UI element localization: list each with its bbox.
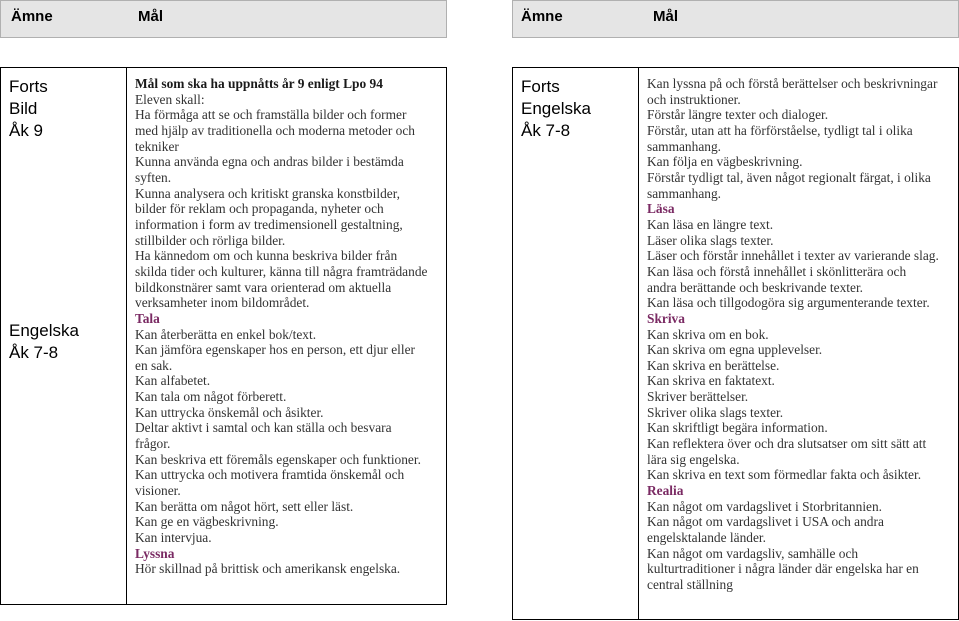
right-subject-cell: [512, 67, 639, 620]
goal-line: Ha förmåga att se och framställa bilder och former: [135, 107, 407, 123]
goal-line: Ha kännedom om och kunna beskriva bilder från: [135, 248, 398, 264]
goal-line: andra berättande och beskrivande texter.: [647, 279, 864, 295]
goal-line: Kan lyssna på och förstå berättelser och beskrivningar: [647, 76, 938, 91]
goal-line: skilda tider och kulturer, känna till några framträdande: [135, 263, 428, 279]
goal-line: och instruktioner.: [647, 91, 741, 107]
header-bar-left: [0, 0, 447, 38]
goal-line: Kan berätta om något hört, sett eller läst.: [135, 498, 354, 514]
goal-line: kulturtraditioner i några länder där engelska har en: [647, 561, 919, 577]
goal-line: verksamheter inom bildområdet.: [135, 295, 310, 311]
goal-line: tekniker: [135, 138, 179, 154]
section-heading-realia: Realia: [647, 483, 684, 499]
goal-line: Skriver olika slags texter.: [647, 404, 784, 420]
subject-line: Engelska: [9, 321, 79, 340]
goal-line: Deltar aktivt i samtal och kan ställa och besvara: [135, 420, 392, 436]
goal-line: Kan skriva om en bok.: [647, 326, 769, 342]
goal-line: engelsktalande länder.: [647, 530, 766, 546]
header-subject-label: Ämne: [521, 8, 563, 25]
goal-line: Läser och förstår innehållet i texter av varierande slag.: [647, 248, 939, 264]
subject-line: Åk 9: [9, 121, 44, 140]
section-heading-lyssna: Lyssna: [135, 545, 175, 561]
goal-line: Kunna analysera och kritiskt granska konstbilder,: [135, 185, 400, 201]
subject-line: Forts: [521, 77, 560, 96]
goal-line: bildkonstnärer samt vara orienterad om aktuella: [135, 279, 392, 295]
goal-line: Kan uttrycka önskemål och åsikter.: [135, 404, 324, 420]
goal-line: Kan läsa och tillgodogöra sig argumenterande texter.: [647, 295, 930, 311]
subject-line: Åk 7-8: [521, 121, 571, 140]
goal-line: Kan något om vardagslivet i Storbritannien.: [647, 498, 883, 514]
goal-line: sammanhang.: [647, 138, 722, 154]
goal-line: stillbilder och rörliga bilder.: [135, 232, 286, 248]
left-goals-list: [135, 76, 427, 577]
header-bar-right: [512, 0, 959, 38]
subject-engelska-ak78: [9, 320, 79, 364]
goal-line: Kan följa en vägbeskrivning.: [647, 154, 803, 170]
header-goal-label: Mål: [653, 8, 679, 25]
goal-line: Kan ge en vägbeskrivning.: [135, 514, 279, 530]
subject-line: Engelska: [521, 99, 591, 118]
goal-line: Förstår tydligt tal, även något regionalt färgat, i olika: [647, 169, 931, 185]
goal-line: information i form av tredimensionell gestaltning,: [135, 216, 403, 232]
goal-line: frågor.: [135, 436, 171, 452]
goal-line: lära sig engelska.: [647, 451, 740, 467]
right-goals-list: [647, 76, 939, 593]
header-goal-label: Mål: [138, 8, 164, 25]
goal-line: Kunna använda egna och andras bilder i bestämda: [135, 154, 404, 170]
goal-line: Kan något om vardagslivet i USA och andra: [647, 514, 884, 530]
goal-line: Skriver berättelser.: [647, 389, 749, 405]
subject-engelska-ak78-forts: [521, 76, 591, 142]
goal-line: Kan något om vardagsliv, samhälle och: [647, 545, 859, 561]
goal-line: Läser olika slags texter.: [647, 232, 774, 248]
goal-line: Kan skriva en faktatext.: [647, 373, 775, 389]
goal-line: Kan jämföra egenskaper hos en person, ett djur eller: [135, 342, 415, 358]
goal-line: Förstår, utan att ha förförståelse, tydligt tal i olika: [647, 122, 913, 138]
goal-line: Kan reflektera över och dra slutsatser om sitt sätt att: [647, 436, 927, 452]
goal-line: sammanhang.: [647, 185, 722, 201]
goal-line: syften.: [135, 169, 172, 185]
goal-line: Kan återberätta en enkel bok/text.: [135, 326, 317, 342]
goal-line: Kan skriva en berättelse.: [647, 357, 780, 373]
section-heading-skriva: Skriva: [647, 310, 685, 326]
goal-line: Förstår längre texter och dialoger.: [647, 107, 829, 123]
goal-line: Kan uttrycka och motivera framtida önskemål och: [135, 467, 405, 483]
goal-line: Kan intervjua.: [135, 530, 212, 546]
goal-line: Kan alfabetet.: [135, 373, 211, 389]
goal-line: en sak.: [135, 357, 173, 373]
goal-line: Kan skriftligt begära information.: [647, 420, 828, 436]
subject-line: Forts: [9, 77, 48, 96]
goal-line: Kan läsa en längre text.: [647, 216, 774, 232]
subject-line: Åk 7-8: [9, 343, 59, 362]
goal-line: Kan skriva en text som förmedlar fakta och åsikter.: [647, 467, 922, 483]
goal-line: bilder för reklam och propaganda, nyheter och: [135, 201, 384, 217]
subject-line: Bild: [9, 99, 38, 118]
goal-line: Eleven skall:: [135, 91, 205, 107]
goal-line: Kan skriva om egna upplevelser.: [647, 342, 823, 358]
section-heading-lasa: Läsa: [647, 201, 675, 217]
header-subject-label: Ämne: [11, 8, 53, 25]
goal-line: central ställning: [647, 577, 733, 592]
goal-line: Kan läsa och förstå innehållet i skönlitterära och: [647, 263, 907, 279]
goal-line: Kan tala om något förberett.: [135, 389, 287, 405]
goal-line: med hjälp av traditionella och moderna metoder och: [135, 122, 415, 138]
goal-line: Hör skillnad på brittisk och amerikansk engelska.: [135, 561, 401, 577]
goal-line: Kan beskriva ett föremåls egenskaper och funktioner.: [135, 451, 421, 467]
subject-bild-ak9: [9, 76, 48, 142]
goal-line: visioner.: [135, 483, 181, 499]
section-heading-tala: Tala: [135, 310, 160, 326]
goal-heading: Mål som ska ha uppnåtts år 9 enligt Lpo 94: [135, 76, 383, 91]
